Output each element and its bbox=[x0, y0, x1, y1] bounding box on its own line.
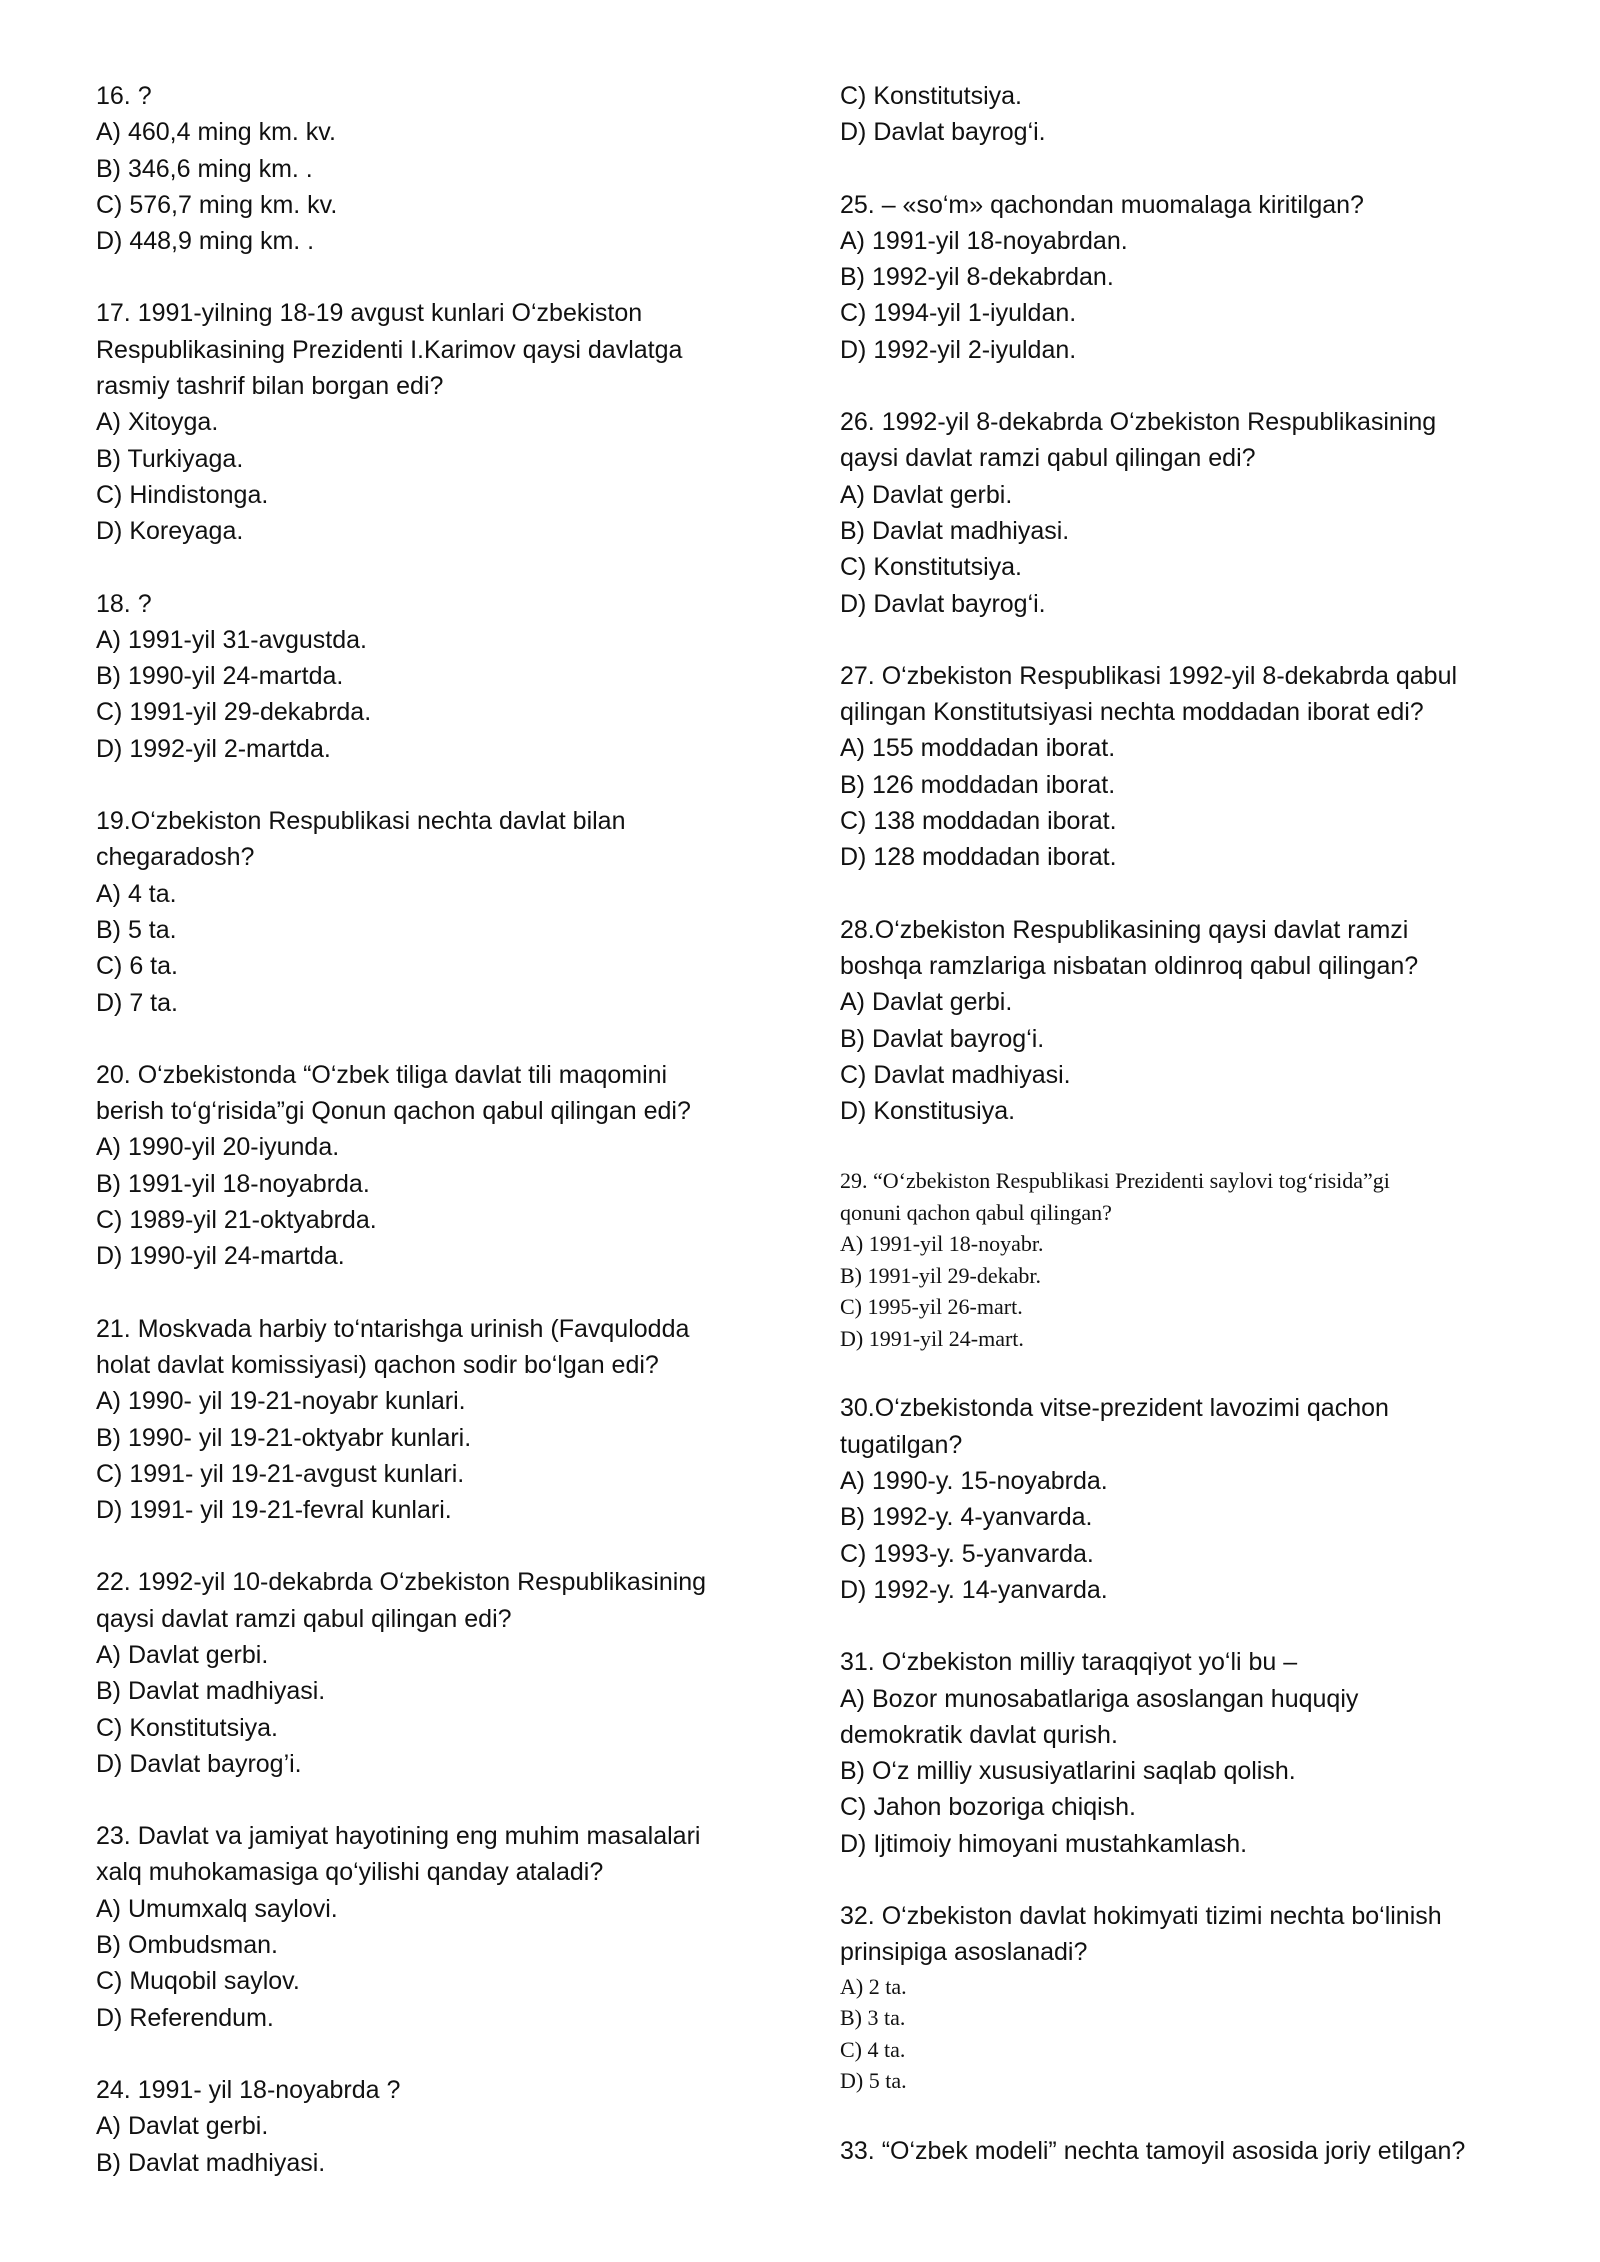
answer-option: D) Konstitusiya. bbox=[840, 1097, 1016, 1126]
right-column bbox=[840, 78, 1540, 2205]
answer-option: D) Ijtimoiy himoyani mustahkamlash. bbox=[840, 1829, 1248, 1858]
answer-option: C) 1991-yil 29-dekabrda. bbox=[96, 698, 372, 727]
question-block bbox=[96, 2072, 796, 2181]
question-block bbox=[96, 1818, 796, 2036]
question-text: tugatilgan? bbox=[840, 1430, 963, 1459]
answer-option: D) Koreyaga. bbox=[96, 517, 244, 546]
question-text: holat davlat komissiyasi) qachon sodir bo‘lgan edi? bbox=[96, 1350, 659, 1379]
answer-option: B) Davlat madhiyasi. bbox=[96, 1677, 326, 1706]
question-block bbox=[96, 1311, 796, 1529]
answer-option: C) 6 ta. bbox=[96, 952, 178, 981]
question-text: 32. O‘zbekiston davlat hokimyati tizimi nechta bo‘linish bbox=[840, 1901, 1442, 1930]
answer-option: A) Umumxalq saylovi. bbox=[96, 1894, 338, 1923]
answer-option: C) 1989-yil 21-oktyabrda. bbox=[96, 1206, 377, 1235]
answer-option: D) Davlat bayrog‘i. bbox=[840, 118, 1046, 147]
question-block bbox=[840, 1898, 1540, 2097]
answer-option: C) Hindistonga. bbox=[96, 480, 269, 509]
answer-option: A) 1990-yil 20-iyunda. bbox=[96, 1133, 340, 1162]
answer-option: A) Bozor munosabatlariga asoslangan huquqiy bbox=[840, 1684, 1359, 1713]
question-text: chegaradosh? bbox=[96, 843, 255, 872]
question-block bbox=[840, 658, 1540, 876]
question-text: boshqa ramzlariga nisbatan oldinroq qabul qilingan? bbox=[840, 951, 1419, 980]
question-text: 18. ? bbox=[96, 589, 152, 618]
answer-option: D) Davlat bayrog’i. bbox=[96, 1749, 302, 1778]
answer-option: B) 346,6 ming km. . bbox=[96, 154, 313, 183]
question-block bbox=[840, 404, 1540, 622]
question-text: Respublikasining Prezidenti I.Karimov qaysi davlatga bbox=[96, 335, 683, 364]
question-text: 33. “O‘zbek modeli” nechta tamoyil asosida joriy etilgan? bbox=[840, 2136, 1466, 2165]
answer-option: C) 1993-y. 5-yanvarda. bbox=[840, 1539, 1094, 1568]
question-text: 31. O‘zbekiston milliy taraqqiyot yo‘li bu – bbox=[840, 1648, 1298, 1677]
answer-option: B) Ombudsman. bbox=[96, 1931, 279, 1960]
answer-option: A) 1990-y. 15-noyabrda. bbox=[840, 1467, 1108, 1496]
answer-option: A) Davlat gerbi. bbox=[96, 1640, 269, 1669]
question-text: xalq muhokamasiga qo‘yilishi qanday ataladi? bbox=[96, 1858, 604, 1887]
question-text: 29. “O‘zbekiston Respublikasi Prezidenti saylovi tog‘risida”gi bbox=[840, 1168, 1390, 1194]
question-block bbox=[96, 1057, 796, 1275]
answer-option: C) 1994-yil 1-iyuldan. bbox=[840, 299, 1077, 328]
question-block bbox=[96, 586, 796, 767]
answer-option: A) Xitoyga. bbox=[96, 408, 219, 437]
question-text: 22. 1992-yil 10-dekabrda O‘zbekiston Respublikasining bbox=[96, 1568, 707, 1597]
question-block bbox=[96, 803, 796, 1021]
answer-option: B) 126 moddadan iborat. bbox=[840, 770, 1116, 799]
answer-option: D) 1990-yil 24-martda. bbox=[96, 1242, 345, 1271]
question-text: prinsipiga asoslanadi? bbox=[840, 1938, 1088, 1967]
answer-option: C) 1991- yil 19-21-avgust kunlari. bbox=[96, 1459, 465, 1488]
answer-option: A) 1991-yil 18-noyabr. bbox=[840, 1231, 1044, 1257]
answer-option: A) Davlat gerbi. bbox=[840, 480, 1013, 509]
question-text: 25. – «so‘m» qachondan muomalaga kiritilgan? bbox=[840, 190, 1364, 219]
answer-option: B) Davlat bayrog‘i. bbox=[840, 1024, 1045, 1053]
question-block bbox=[96, 78, 796, 259]
answer-option: A) 460,4 ming km. kv. bbox=[96, 118, 336, 147]
question-block bbox=[840, 187, 1540, 368]
question-text: 21. Moskvada harbiy to‘ntarishga urinish (Favqulodda bbox=[96, 1314, 690, 1343]
question-text: 27. O‘zbekiston Respublikasi 1992-yil 8-dekabrda qabul bbox=[840, 661, 1458, 690]
question-block bbox=[840, 2133, 1540, 2169]
left-column bbox=[96, 78, 796, 2217]
answer-option: B) 1990- yil 19-21-oktyabr kunlari. bbox=[96, 1423, 472, 1452]
answer-option: D) 448,9 ming km. . bbox=[96, 227, 315, 256]
question-text: 17. 1991-yilning 18-19 avgust kunlari O‘zbekiston bbox=[96, 299, 643, 328]
answer-option: A) 1991-yil 18-noyabrdan. bbox=[840, 226, 1128, 255]
question-text: 30.O‘zbekistonda vitse-prezident lavozimi qachon bbox=[840, 1394, 1389, 1423]
question-text: 24. 1991- yil 18-noyabrda ? bbox=[96, 2075, 401, 2104]
question-text: 26. 1992-yil 8-dekabrda O‘zbekiston Respublikasining bbox=[840, 408, 1437, 437]
answer-option: D) Davlat bayrog‘i. bbox=[840, 589, 1046, 618]
answer-option: C) Jahon bozoriga chiqish. bbox=[840, 1793, 1136, 1822]
answer-option: D) 1991-yil 24-mart. bbox=[840, 1325, 1024, 1351]
answer-option: A) 1991-yil 31-avgustda. bbox=[96, 625, 367, 654]
answer-option: D) 5 ta. bbox=[840, 2068, 907, 2094]
answer-option: D) 1992-yil 2-martda. bbox=[96, 734, 331, 763]
answer-option: C) Konstitutsiya. bbox=[96, 1713, 279, 1742]
answer-option: D) 1992-yil 2-iyuldan. bbox=[840, 335, 1077, 364]
answer-option: B) 1991-yil 29-dekabr. bbox=[840, 1262, 1042, 1288]
answer-option: B) Davlat madhiyasi. bbox=[840, 516, 1070, 545]
answer-option: A) Davlat gerbi. bbox=[96, 2112, 269, 2141]
answer-option: C) Muqobil saylov. bbox=[96, 1967, 300, 1996]
answer-option: D) 1992-y. 14-yanvarda. bbox=[840, 1575, 1108, 1604]
answer-option: C) 4 ta. bbox=[840, 2036, 906, 2062]
question-text: qilingan Konstitutsiyasi nechta moddadan iborat edi? bbox=[840, 698, 1424, 727]
answer-option: A) Davlat gerbi. bbox=[840, 988, 1013, 1017]
answer-option: C) 138 moddadan iborat. bbox=[840, 807, 1117, 836]
answer-option: A) 4 ta. bbox=[96, 879, 177, 908]
answer-option: D) 128 moddadan iborat. bbox=[840, 843, 1117, 872]
question-block bbox=[840, 912, 1540, 1130]
question-text: qaysi davlat ramzi qabul qilingan edi? bbox=[96, 1604, 512, 1633]
question-block bbox=[96, 295, 796, 549]
answer-option: B) 1990-yil 24-martda. bbox=[96, 662, 344, 691]
question-text: 20. O‘zbekistonda “O‘zbek tiliga davlat tili maqomini bbox=[96, 1060, 668, 1089]
answer-option: B) 5 ta. bbox=[96, 915, 177, 944]
answer-option: B) 3 ta. bbox=[840, 2005, 906, 2031]
question-text: rasmiy tashrif bilan borgan edi? bbox=[96, 372, 444, 401]
answer-option: A) 155 moddadan iborat. bbox=[840, 734, 1116, 763]
question-block bbox=[840, 1165, 1540, 1354]
answer-option: B) 1992-y. 4-yanvarda. bbox=[840, 1503, 1093, 1532]
question-text: 19.O‘zbekiston Respublikasi nechta davlat bilan bbox=[96, 807, 626, 836]
answer-option: A) 2 ta. bbox=[840, 1973, 907, 1999]
answer-option: D) 7 ta. bbox=[96, 988, 178, 1017]
answer-option: B) Davlat madhiyasi. bbox=[96, 2148, 326, 2177]
answer-option: C) 1995-yil 26-mart. bbox=[840, 1294, 1023, 1320]
question-text: berish to‘g‘risida”gi Qonun qachon qabul qilingan edi? bbox=[96, 1097, 691, 1126]
answer-option: demokratik davlat qurish. bbox=[840, 1720, 1118, 1749]
question-text: qaysi davlat ramzi qabul qilingan edi? bbox=[840, 444, 1256, 473]
answer-option: C) Konstitutsiya. bbox=[840, 82, 1023, 110]
question-text: qonuni qachon qabul qilingan? bbox=[840, 1199, 1112, 1225]
question-block bbox=[840, 78, 1540, 151]
answer-option: D) Referendum. bbox=[96, 2003, 274, 2032]
answer-option: D) 1991- yil 19-21-fevral kunlari. bbox=[96, 1496, 452, 1525]
answer-option: B) 1992-yil 8-dekabrdan. bbox=[840, 263, 1114, 292]
answer-option: A) 1990- yil 19-21-noyabr kunlari. bbox=[96, 1387, 466, 1416]
question-block bbox=[96, 1564, 796, 1782]
answer-option: C) Konstitutsiya. bbox=[840, 553, 1023, 582]
answer-option: B) Turkiyaga. bbox=[96, 444, 244, 473]
answer-option: C) Davlat madhiyasi. bbox=[840, 1060, 1071, 1089]
answer-option: C) 576,7 ming km. kv. bbox=[96, 190, 338, 219]
question-block bbox=[840, 1644, 1540, 1862]
answer-option: B) O‘z milliy xususiyatlarini saqlab qolish. bbox=[840, 1757, 1296, 1786]
answer-option: B) 1991-yil 18-noyabrda. bbox=[96, 1169, 370, 1198]
question-text: 16. ? bbox=[96, 82, 152, 110]
question-block bbox=[840, 1390, 1540, 1608]
question-text: 28.O‘zbekiston Respublikasining qaysi davlat ramzi bbox=[840, 915, 1409, 944]
question-text: 23. Davlat va jamiyat hayotining eng muhim masalalari bbox=[96, 1822, 701, 1851]
